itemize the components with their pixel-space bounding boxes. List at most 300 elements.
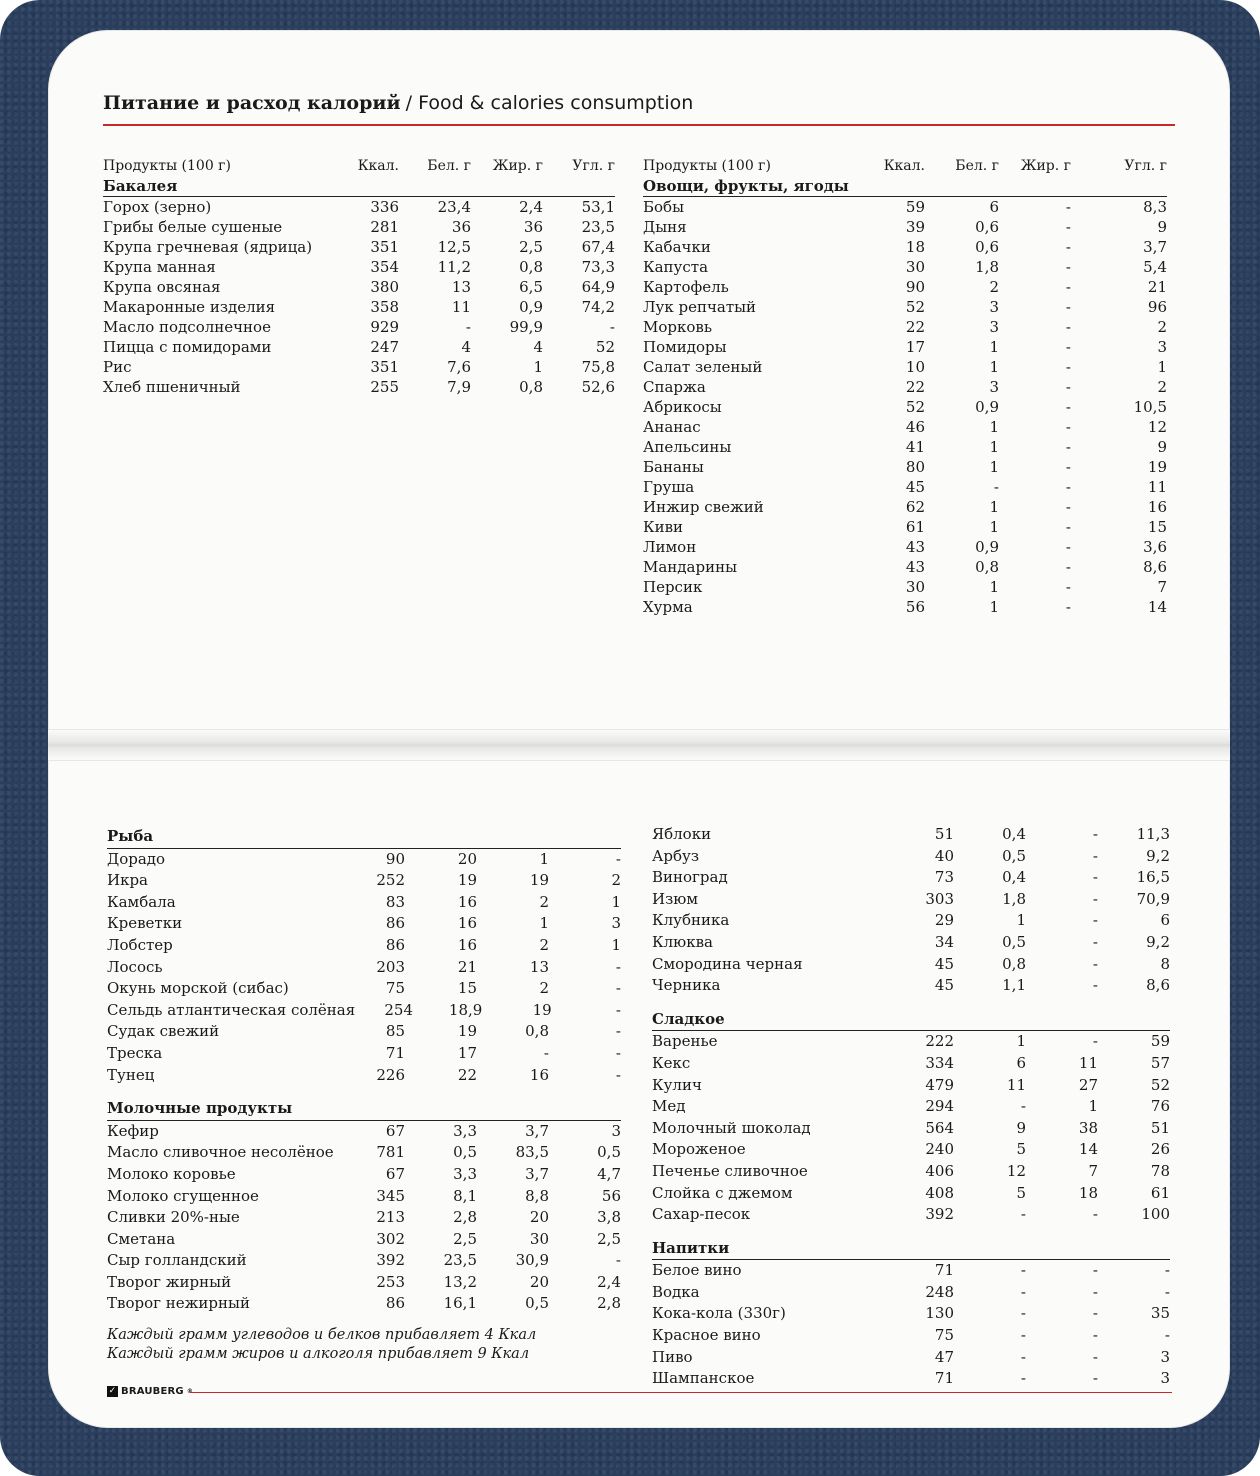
product-name: Ананас (643, 418, 701, 436)
carb-value: 16,5 (1136, 868, 1170, 887)
product-name: Масло подсолнечное (103, 318, 271, 336)
protein-value: 13,2 (443, 1272, 477, 1291)
table-row (643, 417, 1167, 437)
carb-value: 61 (1150, 1183, 1170, 1202)
kcal-value: 67 (385, 1164, 405, 1183)
protein-value: 21 (457, 957, 477, 976)
kcal-value: 240 (925, 1140, 954, 1159)
product-name: Киви (643, 518, 684, 536)
kcal-value: 281 (370, 218, 399, 236)
carb-value: - (615, 957, 621, 976)
carb-value: 10,5 (1133, 398, 1167, 416)
kcal-value: 564 (925, 1118, 954, 1137)
carb-value: 2 (611, 871, 621, 890)
protein-value: 1 (989, 518, 999, 536)
fat-value: - (1065, 418, 1071, 436)
table-row (652, 910, 1170, 932)
fat-value: 27 (1078, 1075, 1098, 1094)
carb-value: - (1164, 1261, 1170, 1280)
table-row (643, 377, 1167, 397)
protein-value: - (1020, 1097, 1026, 1116)
fat-value: 1 (1088, 1097, 1098, 1116)
kcal-value: 67 (385, 1121, 405, 1140)
product-name: Варенье (652, 1032, 718, 1051)
carb-value: 3 (1160, 1347, 1170, 1366)
calorie-notes (107, 1326, 536, 1364)
protein-value: 1,8 (1002, 889, 1026, 908)
brand-reg: ® (186, 1388, 194, 1395)
table-row (103, 217, 615, 237)
protein-value: 3,3 (453, 1164, 477, 1183)
protein-value: 0,4 (1002, 868, 1026, 887)
protein-value: 16 (457, 892, 477, 911)
table-row (107, 1272, 621, 1294)
product-name: Масло сливочное несолёное (107, 1143, 334, 1162)
table-row (643, 557, 1167, 577)
note-line-1: Каждый грамм углеводов и белков прибавляет 4 Ккал (107, 1327, 537, 1343)
kcal-value: 85 (385, 1022, 405, 1041)
table-row (643, 597, 1167, 617)
fat-value: 1 (539, 914, 549, 933)
carb-value: - (615, 1251, 621, 1270)
fat-value: 2 (539, 892, 549, 911)
product-name: Слойка с джемом (652, 1183, 793, 1202)
fat-value: 0,8 (519, 258, 543, 276)
carb-value: - (615, 1022, 621, 1041)
kcal-value: 45 (934, 976, 954, 995)
protein-value: 11 (451, 298, 471, 316)
fat-value: 14 (1078, 1140, 1098, 1159)
carb-value: 1 (1157, 358, 1167, 376)
fat-value: - (1092, 976, 1098, 995)
fat-value: - (1065, 538, 1071, 556)
kcal-value: 203 (376, 957, 405, 976)
carb-value: 76 (1150, 1097, 1170, 1116)
carb-value: 2,4 (597, 1272, 621, 1291)
fat-value: - (1092, 932, 1098, 951)
fat-value: - (1065, 378, 1071, 396)
kcal-value: 30 (905, 578, 925, 596)
product-name: Смородина черная (652, 954, 803, 973)
table-row (107, 1207, 621, 1229)
fat-value: - (1065, 478, 1071, 496)
table-row (643, 257, 1167, 277)
product-name: Молоко коровье (107, 1164, 236, 1183)
product-name: Молочный шоколад (652, 1118, 811, 1137)
fat-value: - (1065, 238, 1071, 256)
fat-value: 20 (529, 1208, 549, 1227)
table-row (643, 497, 1167, 517)
kcal-value: 252 (376, 871, 405, 890)
product-name: Клюква (652, 932, 713, 951)
carb-value: 7 (1157, 578, 1167, 596)
protein-value: - (993, 478, 999, 496)
table-row (652, 1053, 1170, 1075)
carb-value: 3,8 (597, 1208, 621, 1227)
product-name: Крупа овсяная (103, 278, 221, 296)
table-row (652, 1183, 1170, 1205)
kcal-value: 351 (370, 238, 399, 256)
carb-value: 75,8 (581, 358, 615, 376)
carb-value: 52 (595, 338, 615, 356)
carb-value: - (1164, 1326, 1170, 1345)
table-row (643, 217, 1167, 237)
footer-rule (190, 1392, 1172, 1393)
kcal-value: 71 (934, 1369, 954, 1388)
fat-value: 13 (529, 957, 549, 976)
product-name: Рис (103, 358, 132, 376)
table-row (652, 1282, 1170, 1304)
protein-value: 16,1 (443, 1294, 477, 1313)
kcal-value: 86 (385, 914, 405, 933)
fat-value: 83,5 (515, 1143, 549, 1162)
fat-value: - (1092, 1326, 1098, 1345)
table-row (107, 1142, 621, 1164)
fat-value: - (1092, 954, 1098, 973)
product-name: Инжир свежий (643, 498, 764, 516)
product-name: Пиво (652, 1347, 693, 1366)
table-row (107, 1121, 621, 1143)
carb-value: 8,6 (1143, 558, 1167, 576)
kcal-value: 302 (376, 1229, 405, 1248)
kcal-value: 22 (905, 318, 925, 336)
brand-name: BRAUBERG (121, 1386, 184, 1397)
fat-value: - (1065, 278, 1071, 296)
protein-value: - (1020, 1205, 1026, 1224)
carb-value: 56 (601, 1186, 621, 1205)
table-row (643, 297, 1167, 317)
fat-value: - (1065, 318, 1071, 336)
carb-value: 4,7 (597, 1164, 621, 1183)
protein-value: - (465, 318, 471, 336)
header-kcal: Ккал. (883, 158, 925, 174)
protein-value: 12,5 (437, 238, 471, 256)
fat-value: - (1065, 398, 1071, 416)
table-row (652, 824, 1170, 846)
header-carb: Угл. г (572, 158, 615, 174)
carb-value: 57 (1150, 1053, 1170, 1072)
fat-value: 4 (533, 338, 543, 356)
carb-value: 2 (1157, 318, 1167, 336)
fat-value: 2 (539, 935, 549, 954)
carb-value: 1 (611, 892, 621, 911)
carb-value: 26 (1150, 1140, 1170, 1159)
kcal-value: 406 (925, 1161, 954, 1180)
protein-value: 0,4 (1002, 825, 1026, 843)
protein-value: 13 (451, 278, 471, 296)
product-name: Хлеб пшеничный (103, 378, 241, 396)
kcal-value: 86 (385, 1294, 405, 1313)
product-name: Персик (643, 578, 703, 596)
carb-value: 3,7 (1143, 238, 1167, 256)
kcal-value: 86 (385, 935, 405, 954)
table-row (103, 317, 615, 337)
carb-value: - (615, 1065, 621, 1084)
category-heading: Бакалея (103, 176, 615, 197)
product-name: Творог жирный (107, 1272, 232, 1291)
product-name: Дорадо (107, 849, 166, 868)
kcal-value: 351 (370, 358, 399, 376)
table-row (103, 237, 615, 257)
product-name: Молоко сгущенное (107, 1186, 259, 1205)
kcal-value: 56 (905, 598, 925, 616)
table-row (652, 1260, 1170, 1282)
carb-value: - (615, 849, 621, 868)
title-ru: Питание и расход калорий (103, 92, 401, 114)
table-row (652, 846, 1170, 868)
category-heading: Рыба (107, 826, 621, 849)
kcal-value: 39 (905, 218, 925, 236)
table-row (652, 954, 1170, 976)
carb-value: 8,3 (1143, 198, 1167, 216)
carb-value: 35 (1150, 1304, 1170, 1323)
carb-value: 2 (1157, 378, 1167, 396)
table-row (652, 1368, 1170, 1390)
carb-value: 2,5 (597, 1229, 621, 1248)
table-row (107, 913, 621, 935)
category-heading: Напитки (652, 1238, 1170, 1261)
kcal-value: 255 (370, 378, 399, 396)
protein-value: 9 (1016, 1118, 1026, 1137)
protein-value: - (1020, 1282, 1026, 1301)
table-row (107, 957, 621, 979)
carb-value: 52,6 (581, 378, 615, 396)
fat-value: 19 (532, 1000, 552, 1019)
product-name: Водка (652, 1282, 700, 1301)
fat-value: 18 (1078, 1183, 1098, 1202)
fat-value: 2,5 (519, 238, 543, 256)
carb-value: 3,6 (1143, 538, 1167, 556)
fat-value: 3,7 (525, 1164, 549, 1183)
protein-value: 2,5 (453, 1229, 477, 1248)
product-name: Лосось (107, 957, 163, 976)
fat-value: 16 (529, 1065, 549, 1084)
product-name: Творог нежирный (107, 1294, 250, 1313)
kcal-value: 222 (925, 1032, 954, 1051)
fat-value: 2 (539, 979, 549, 998)
kcal-value: 46 (905, 418, 925, 436)
table-row (103, 357, 615, 377)
fat-value: - (1092, 1347, 1098, 1366)
table-row (643, 517, 1167, 537)
protein-value: 3 (989, 378, 999, 396)
protein-value: 12 (1006, 1161, 1026, 1180)
protein-value: 2 (989, 278, 999, 296)
product-name: Крупа манная (103, 258, 216, 276)
protein-value: 0,5 (453, 1143, 477, 1162)
fat-value: 99,9 (509, 318, 543, 336)
carb-value: 51 (1150, 1118, 1170, 1137)
protein-value: 16 (457, 935, 477, 954)
table-row (643, 237, 1167, 257)
table-top-right (643, 152, 1167, 617)
protein-value: 3 (989, 318, 999, 336)
protein-value: 0,8 (975, 558, 999, 576)
product-name: Черника (652, 976, 721, 995)
fat-value: 0,8 (525, 1022, 549, 1041)
fat-value: - (1065, 458, 1071, 476)
header-kcal: Ккал. (357, 158, 399, 174)
carb-value: 16 (1147, 498, 1167, 516)
kcal-value: 73 (934, 868, 954, 887)
product-name: Помидоры (643, 338, 727, 356)
table-row (652, 1096, 1170, 1118)
protein-value: - (1020, 1326, 1026, 1345)
table-row (107, 1229, 621, 1251)
fat-value: - (1065, 598, 1071, 616)
product-name: Мед (652, 1097, 686, 1116)
product-name: Картофель (643, 278, 729, 296)
protein-value: 6 (989, 198, 999, 216)
carb-value: 11 (1147, 478, 1167, 496)
protein-value: 1 (989, 418, 999, 436)
protein-value: - (1020, 1261, 1026, 1280)
table-row (652, 867, 1170, 889)
title-en: / Food & calories consumption (405, 92, 694, 114)
table-row (107, 1186, 621, 1208)
product-name: Клубника (652, 911, 730, 930)
protein-value: 0,6 (975, 238, 999, 256)
page-fold (48, 730, 1230, 760)
protein-value: 3,3 (453, 1121, 477, 1140)
kcal-value: 253 (376, 1272, 405, 1291)
protein-value: 1 (989, 438, 999, 456)
product-name: Лук репчатый (643, 298, 757, 316)
carb-value: - (615, 979, 621, 998)
note-line-2: Каждый грамм жиров и алкоголя прибавляет 9 Ккал (107, 1346, 530, 1362)
kcal-value: 358 (370, 298, 399, 316)
protein-value: 15 (457, 979, 477, 998)
table-row (107, 1164, 621, 1186)
table-row (643, 397, 1167, 417)
product-name: Груша (643, 478, 695, 496)
protein-value: 17 (457, 1043, 477, 1062)
product-name: Красное вино (652, 1326, 761, 1345)
product-name: Бананы (643, 458, 704, 476)
protein-value: 1 (989, 358, 999, 376)
product-name: Кока-кола (330г) (652, 1304, 786, 1323)
kcal-value: 10 (905, 358, 925, 376)
carb-value: 9,2 (1146, 846, 1170, 865)
product-name: Кефир (107, 1121, 159, 1140)
table-row (107, 1293, 621, 1315)
protein-value: 1,1 (1002, 976, 1026, 995)
carb-value: 74,2 (581, 298, 615, 316)
fat-value: 1 (533, 358, 543, 376)
product-name: Изюм (652, 889, 698, 908)
product-name: Белое вино (652, 1261, 742, 1280)
brand-check-icon: ✓ (108, 1386, 117, 1396)
table-bottom-right (652, 824, 1170, 1390)
kcal-value: 41 (905, 438, 925, 456)
fat-value: - (1065, 218, 1071, 236)
fat-value: - (1065, 438, 1071, 456)
carb-value: 6 (1160, 911, 1170, 930)
table-row (107, 1043, 621, 1065)
category-heading: Молочные продукты (107, 1098, 621, 1121)
header-protein: Бел. г (427, 158, 471, 174)
product-name: Кекс (652, 1053, 691, 1072)
header-protein: Бел. г (955, 158, 999, 174)
category-heading: Сладкое (652, 1009, 1170, 1032)
header-fat: Жир. г (492, 158, 543, 174)
fat-value: - (1065, 518, 1071, 536)
kcal-value: 45 (934, 954, 954, 973)
fat-value: 0,5 (525, 1294, 549, 1313)
product-name: Лобстер (107, 935, 173, 954)
carb-value: 23,5 (581, 218, 615, 236)
table-row (643, 577, 1167, 597)
table-row (643, 317, 1167, 337)
table-top-left (103, 152, 615, 397)
product-name: Яблоки (652, 825, 712, 843)
carb-value: 67,4 (581, 238, 615, 256)
product-name: Креветки (107, 914, 183, 933)
product-name: Горох (зерно) (103, 198, 212, 216)
table-row (103, 257, 615, 277)
table-header-row (643, 152, 1167, 174)
product-name: Сахар-песок (652, 1205, 751, 1224)
protein-value: 0,9 (975, 538, 999, 556)
kcal-value: 34 (934, 932, 954, 951)
kcal-value: 336 (370, 198, 399, 216)
table-row (652, 1031, 1170, 1053)
fat-value: 38 (1078, 1118, 1098, 1137)
carb-value: 11,3 (1136, 825, 1170, 843)
category-heading: Овощи, фрукты, ягоды (643, 176, 1167, 197)
table-row (643, 357, 1167, 377)
protein-value: 0,6 (975, 218, 999, 236)
protein-value: 0,9 (975, 398, 999, 416)
table-row (107, 1021, 621, 1043)
fat-value: - (1092, 868, 1098, 887)
kcal-value: 781 (376, 1143, 405, 1162)
carb-value: 1 (611, 935, 621, 954)
fat-value: - (1092, 825, 1098, 843)
kcal-value: 392 (376, 1251, 405, 1270)
table-row (652, 1075, 1170, 1097)
carb-value: 2,8 (597, 1294, 621, 1313)
fat-value: 0,8 (519, 378, 543, 396)
carb-value: 8,6 (1146, 976, 1170, 995)
kcal-value: 43 (905, 558, 925, 576)
protein-value: - (1020, 1347, 1026, 1366)
table-row (652, 1204, 1170, 1226)
protein-value: 1 (989, 578, 999, 596)
protein-value: 8,1 (453, 1186, 477, 1205)
protein-value: 1 (989, 338, 999, 356)
protein-value: 1 (989, 598, 999, 616)
protein-value: 11,2 (437, 258, 471, 276)
product-name: Макаронные изделия (103, 298, 276, 316)
fat-value: 6,5 (519, 278, 543, 296)
kcal-value: 51 (934, 825, 954, 843)
table-row (643, 197, 1167, 217)
kcal-value: 248 (925, 1282, 954, 1301)
kcal-value: 29 (934, 911, 954, 930)
fat-value: - (1065, 198, 1071, 216)
carb-value: 3 (611, 1121, 621, 1140)
table-row (652, 1347, 1170, 1369)
product-name: Сметана (107, 1229, 176, 1248)
carb-value: 64,9 (581, 278, 615, 296)
protein-value: 7,6 (447, 358, 471, 376)
kcal-value: 90 (385, 849, 405, 868)
table-row (107, 978, 621, 1000)
carb-value: 52 (1150, 1075, 1170, 1094)
fat-value: - (1065, 558, 1071, 576)
kcal-value: 17 (905, 338, 925, 356)
